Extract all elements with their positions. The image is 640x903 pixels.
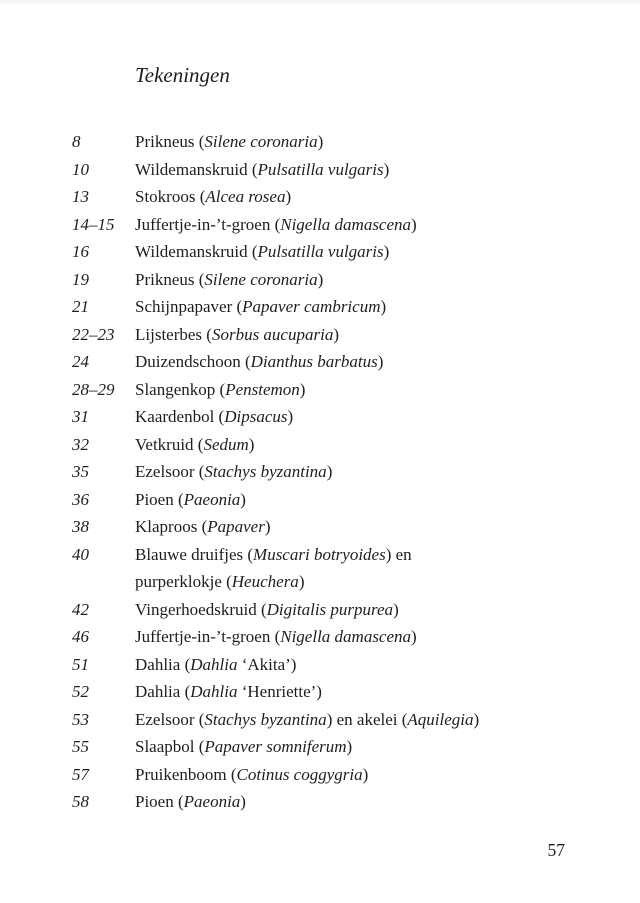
common-name: Schijnpapaver ( [135, 297, 243, 316]
item-caption [135, 733, 602, 761]
list-item [72, 348, 602, 376]
common-name: ) [317, 132, 324, 151]
common-name: Duizendschoon ( [135, 352, 251, 371]
page-title: Tekeningen [135, 63, 230, 87]
item-caption [135, 596, 602, 624]
latin-name: Silene coronaria [204, 269, 318, 289]
latin-name: Papaver [207, 517, 265, 536]
item-page-number: 51 [72, 654, 89, 674]
common-name: ) [411, 627, 417, 646]
list-item [72, 596, 602, 624]
common-name: Stokroos ( [135, 187, 206, 206]
latin-name: Stachys byzantina [204, 462, 327, 481]
common-name: ) [326, 462, 333, 481]
item-page-number: 36 [72, 489, 89, 509]
item-caption [135, 486, 602, 514]
item-caption [135, 348, 602, 376]
common-name: ) [473, 709, 480, 729]
common-name: Pioen ( [135, 792, 184, 811]
common-name: Vingerhoedskruid ( [135, 599, 267, 619]
item-caption [135, 458, 602, 486]
item-caption [135, 623, 602, 651]
common-name: ) [317, 269, 324, 289]
item-page-number: 10 [72, 159, 89, 179]
list-item [72, 678, 602, 706]
item-caption [135, 293, 602, 321]
latin-name: Sorbus aucuparia [211, 324, 334, 344]
latin-name: Paeonia [183, 792, 241, 811]
common-name: Pioen ( [135, 489, 184, 509]
latin-name: Dipsacus [224, 407, 288, 426]
common-name: Juffertje-in-’t-groen ( [135, 214, 281, 234]
drawing-list [72, 128, 602, 816]
latin-name: Alcea rosea [205, 187, 286, 206]
item-page-number: 55 [72, 737, 89, 756]
latin-name: Pulsatilla vulgaris [257, 242, 384, 261]
list-item [72, 788, 602, 816]
common-name: ) [333, 324, 339, 344]
common-name: Wildemanskruid ( [135, 242, 258, 261]
common-name: Pruikenboom ( [135, 764, 237, 784]
latin-name: Nigella damascena [280, 627, 412, 646]
latin-name: Muscari botryoides [253, 544, 386, 564]
list-item [72, 156, 602, 184]
item-caption [135, 403, 602, 431]
common-name: ) [383, 242, 390, 261]
list-item [72, 486, 602, 514]
common-name: ) [285, 187, 292, 206]
common-name: ) [299, 379, 306, 399]
item-caption [135, 266, 602, 294]
latin-name: Dianthus barbatus [250, 352, 378, 371]
item-caption [135, 238, 602, 266]
common-name: ) [240, 792, 246, 811]
item-caption [135, 651, 602, 679]
common-name: Slaapbol ( [135, 737, 205, 756]
common-name: ) [248, 434, 255, 454]
list-item [72, 458, 602, 486]
item-caption [135, 513, 602, 541]
common-name: Kaardenbol ( [135, 407, 225, 426]
item-page-number: 40 [72, 544, 89, 564]
item-caption [135, 156, 602, 184]
list-item [72, 321, 602, 349]
latin-name: Pulsatilla vulgaris [257, 159, 384, 179]
item-page-number: 24 [72, 352, 89, 371]
common-name: Vetkruid ( [135, 434, 204, 454]
latin-name: Penstemon [225, 379, 300, 399]
item-caption [135, 761, 602, 789]
list-item [72, 651, 602, 679]
latin-name: Paeonia [183, 489, 241, 509]
common-name: ) [377, 352, 384, 371]
list-item [72, 238, 602, 266]
item-page-number: 22–23 [72, 324, 115, 344]
common-name: Prikneus ( [135, 132, 205, 151]
page-number-folio: 57 [547, 840, 565, 860]
common-name: ) en akelei ( [326, 709, 408, 729]
common-name: Lijsterbes ( [135, 324, 212, 344]
item-caption [135, 541, 602, 596]
common-name: Blauwe druifjes ( [135, 544, 254, 564]
common-name: ) [287, 407, 294, 426]
item-page-number: 42 [72, 599, 89, 619]
item-page-number: 19 [72, 269, 89, 289]
item-caption [135, 321, 602, 349]
list-item [72, 128, 602, 156]
item-page-number: 8 [72, 132, 81, 151]
list-item [72, 513, 602, 541]
item-page-number: 58 [72, 792, 89, 811]
list-item [72, 431, 602, 459]
list-item [72, 376, 602, 404]
item-page-number: 13 [72, 187, 89, 206]
item-page-number: 38 [72, 517, 89, 536]
item-page-number: 31 [72, 407, 89, 426]
common-name: ) [411, 214, 417, 234]
common-name: ) [380, 297, 387, 316]
item-caption [135, 788, 602, 816]
latin-name: Sedum [203, 434, 249, 454]
common-name: ) [298, 572, 305, 591]
latin-name: Papaver somniferum [204, 737, 347, 756]
common-name: ) [264, 517, 271, 536]
list-item [72, 403, 602, 431]
latin-name: Dahlia [190, 682, 238, 701]
common-name: ‘Akita’) [237, 654, 297, 674]
list-item [72, 761, 602, 789]
common-name: ) [383, 159, 390, 179]
item-page-number: 21 [72, 297, 89, 316]
common-name: Ezelsoor ( [135, 709, 205, 729]
item-caption [135, 183, 602, 211]
item-page-number: 46 [72, 627, 89, 646]
item-page-number: 53 [72, 709, 89, 729]
list-item [72, 733, 602, 761]
list-item [72, 623, 602, 651]
item-caption [135, 211, 602, 239]
item-caption [135, 431, 602, 459]
item-caption [135, 376, 602, 404]
item-caption [135, 128, 602, 156]
common-name: ) [362, 764, 369, 784]
latin-name: Silene coronaria [204, 132, 318, 151]
latin-name: Papaver cambricum [242, 297, 381, 316]
latin-name: Aquilegia [407, 709, 474, 729]
list-item [72, 541, 602, 596]
item-page-number: 57 [72, 764, 89, 784]
common-name: Wildemanskruid ( [135, 159, 258, 179]
item-caption [135, 678, 602, 706]
common-name: ) [346, 737, 353, 756]
common-name: Dahlia ( [135, 654, 191, 674]
common-name: Prikneus ( [135, 269, 205, 289]
common-name: purperklokje ( [135, 572, 232, 591]
list-item [72, 183, 602, 211]
common-name: Juffertje-in-’t-groen ( [135, 627, 281, 646]
latin-name: Heuchera [231, 572, 299, 591]
item-page-number: 16 [72, 242, 89, 261]
common-name: ‘Henriette’) [237, 682, 322, 701]
item-page-number: 32 [72, 434, 89, 454]
list-item [72, 293, 602, 321]
list-item [72, 211, 602, 239]
common-name: ) [240, 489, 246, 509]
common-name: Slangenkop ( [135, 379, 226, 399]
latin-name: Dahlia [190, 654, 238, 674]
common-name: ) en [385, 544, 412, 564]
latin-name: Stachys byzantina [204, 709, 327, 729]
item-page-number: 14–15 [72, 214, 115, 234]
common-name: Klaproos ( [135, 517, 208, 536]
item-page-number: 28–29 [72, 379, 115, 399]
latin-name: Digitalis purpurea [266, 599, 394, 619]
item-caption [135, 706, 602, 734]
item-page-number: 52 [72, 682, 89, 701]
list-item [72, 266, 602, 294]
list-item [72, 706, 602, 734]
page-top-shadow [0, 0, 640, 6]
latin-name: Nigella damascena [280, 214, 412, 234]
item-page-number: 35 [72, 462, 89, 481]
common-name: ) [393, 599, 399, 619]
latin-name: Cotinus coggygria [236, 764, 363, 784]
common-name: Ezelsoor ( [135, 462, 205, 481]
common-name: Dahlia ( [135, 682, 191, 701]
